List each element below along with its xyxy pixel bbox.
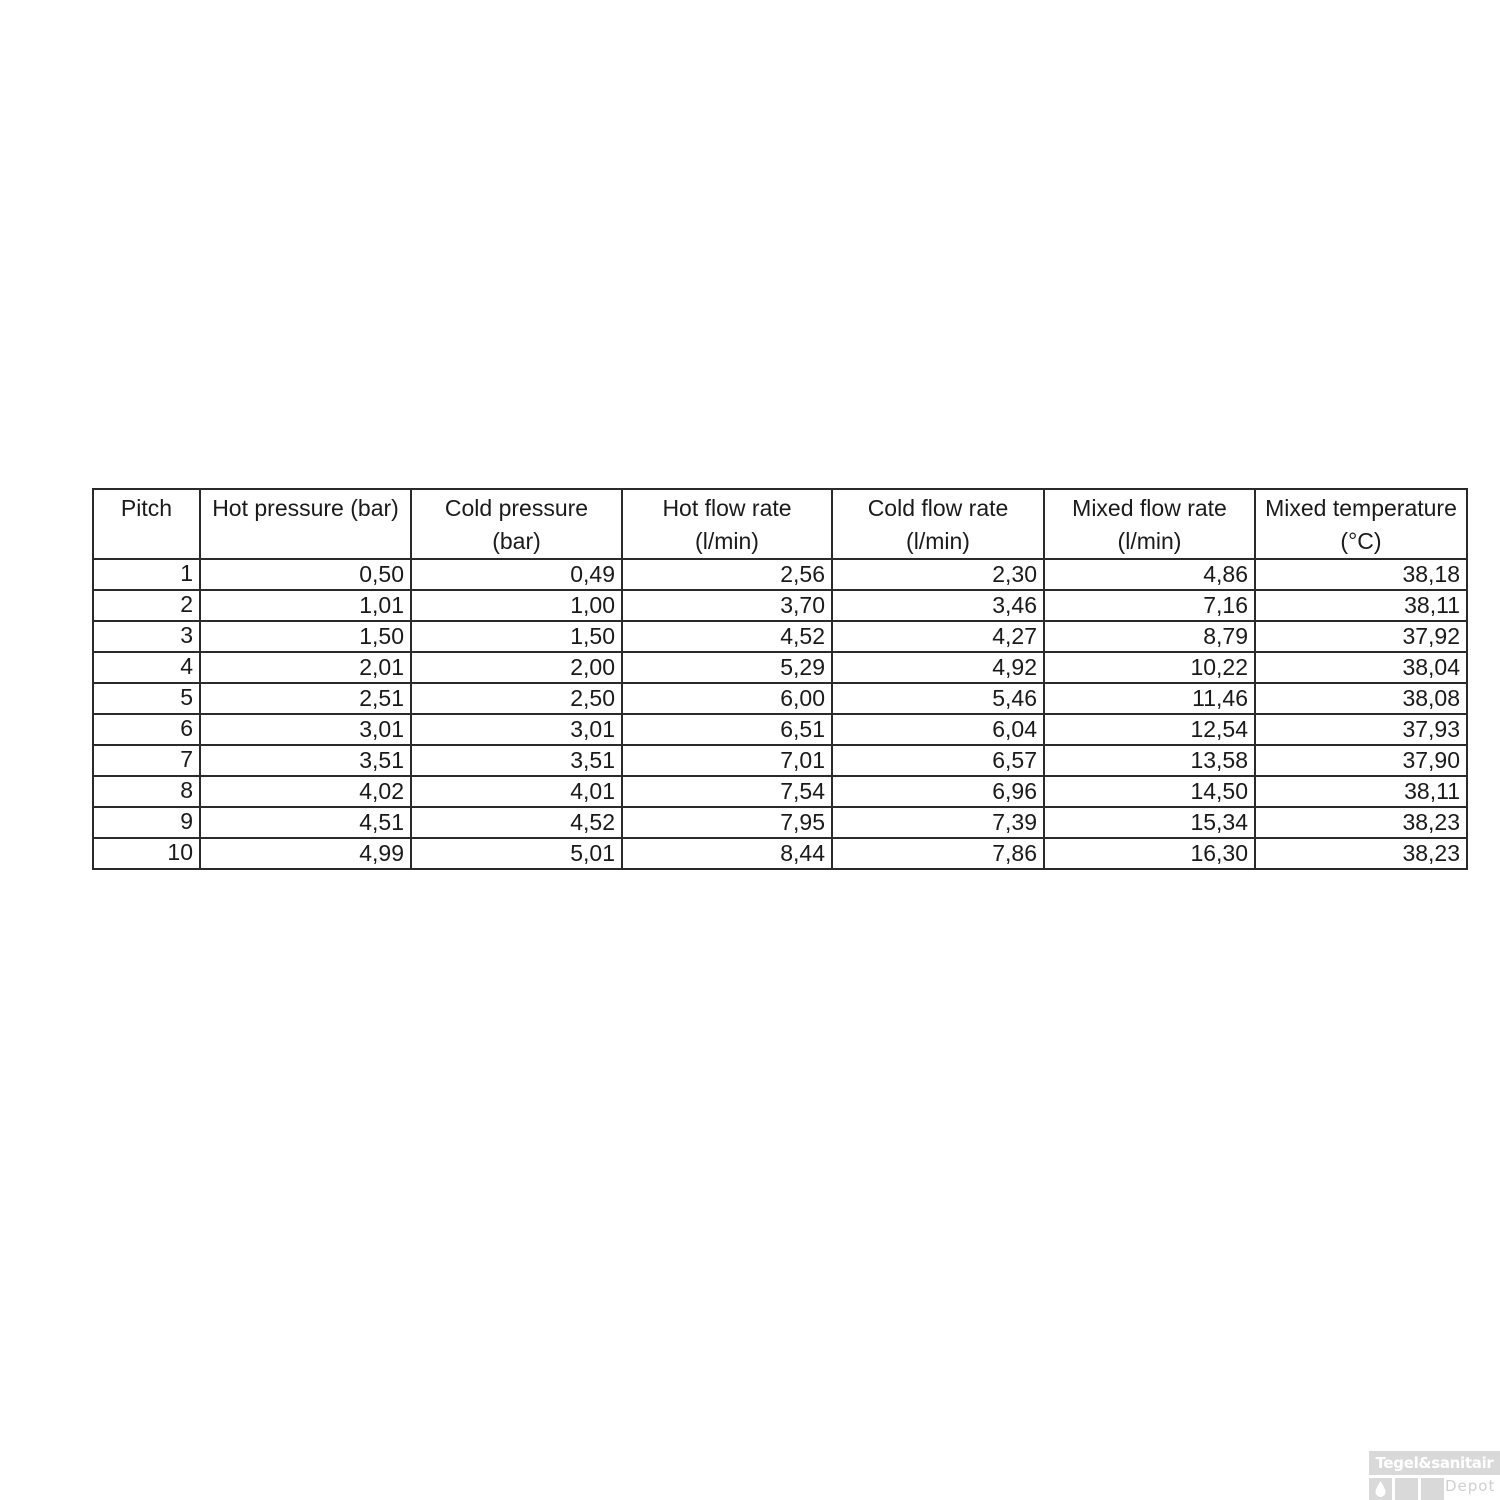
- test-results-table: [92, 488, 1468, 870]
- cell-cold-pressure: 0,49: [411, 559, 622, 590]
- table-row: [93, 745, 1467, 776]
- cell-hot-flow-rate: 6,51: [622, 714, 832, 745]
- cell-mixed-temperature: 37,92: [1255, 621, 1467, 652]
- cell-mixed-temperature: 38,23: [1255, 807, 1467, 838]
- cell-pitch: 1: [93, 559, 200, 590]
- cell-mixed-flow-rate: 7,16: [1044, 590, 1255, 621]
- cell-cold-flow-rate: 6,04: [832, 714, 1044, 745]
- watermark-brand: Tegel&sanitair: [1369, 1451, 1500, 1475]
- cell-pitch: 6: [93, 714, 200, 745]
- water-drop-icon: [1369, 1478, 1392, 1500]
- cell-mixed-temperature: 38,08: [1255, 683, 1467, 714]
- cell-pitch: 5: [93, 683, 200, 714]
- table-row: [93, 838, 1467, 869]
- watermark-tile: [1421, 1478, 1444, 1500]
- table-row: [93, 776, 1467, 807]
- header-hot-pressure: Hot pressure (bar): [200, 489, 411, 559]
- cell-pitch: 7: [93, 745, 200, 776]
- cell-cold-flow-rate: 7,86: [832, 838, 1044, 869]
- cell-cold-pressure: 3,51: [411, 745, 622, 776]
- cell-mixed-flow-rate: 15,34: [1044, 807, 1255, 838]
- cell-mixed-temperature: 38,11: [1255, 776, 1467, 807]
- table-body: [93, 559, 1467, 869]
- header-pitch: Pitch: [93, 489, 200, 559]
- header-mixed-temperature: Mixed temperature (°C): [1255, 489, 1467, 559]
- cell-cold-flow-rate: 4,92: [832, 652, 1044, 683]
- cell-hot-pressure: 4,51: [200, 807, 411, 838]
- cell-cold-pressure: 2,00: [411, 652, 622, 683]
- cell-cold-pressure: 5,01: [411, 838, 622, 869]
- cell-hot-flow-rate: 4,52: [622, 621, 832, 652]
- table-row: [93, 652, 1467, 683]
- table-row: [93, 621, 1467, 652]
- table-row: [93, 807, 1467, 838]
- cell-cold-flow-rate: 6,57: [832, 745, 1044, 776]
- cell-cold-flow-rate: 5,46: [832, 683, 1044, 714]
- cell-pitch: 9: [93, 807, 200, 838]
- table-row: [93, 683, 1467, 714]
- cell-hot-flow-rate: 7,95: [622, 807, 832, 838]
- table-row: [93, 590, 1467, 621]
- cell-hot-pressure: 4,99: [200, 838, 411, 869]
- cell-cold-pressure: 4,52: [411, 807, 622, 838]
- cell-mixed-flow-rate: 14,50: [1044, 776, 1255, 807]
- cell-mixed-temperature: 37,90: [1255, 745, 1467, 776]
- watermark-logo: [1369, 1451, 1500, 1500]
- cell-hot-flow-rate: 7,54: [622, 776, 832, 807]
- cell-mixed-temperature: 38,18: [1255, 559, 1467, 590]
- header-hot-flow-rate: Hot flow rate (l/min): [622, 489, 832, 559]
- cell-mixed-temperature: 38,11: [1255, 590, 1467, 621]
- cell-cold-flow-rate: 2,30: [832, 559, 1044, 590]
- header-row: [93, 489, 1467, 559]
- cell-pitch: 3: [93, 621, 200, 652]
- cell-mixed-flow-rate: 10,22: [1044, 652, 1255, 683]
- cell-cold-pressure: 1,00: [411, 590, 622, 621]
- cell-cold-flow-rate: 3,46: [832, 590, 1044, 621]
- cell-hot-flow-rate: 8,44: [622, 838, 832, 869]
- cell-mixed-flow-rate: 12,54: [1044, 714, 1255, 745]
- cell-hot-pressure: 2,51: [200, 683, 411, 714]
- header-cold-pressure: Cold pressure (bar): [411, 489, 622, 559]
- cell-mixed-flow-rate: 11,46: [1044, 683, 1255, 714]
- header-mixed-flow-rate: Mixed flow rate (l/min): [1044, 489, 1255, 559]
- cell-hot-flow-rate: 6,00: [622, 683, 832, 714]
- header-cold-flow-rate: Cold flow rate (l/min): [832, 489, 1044, 559]
- table-row: [93, 559, 1467, 590]
- cell-mixed-flow-rate: 13,58: [1044, 745, 1255, 776]
- cell-hot-pressure: 3,01: [200, 714, 411, 745]
- cell-hot-flow-rate: 2,56: [622, 559, 832, 590]
- cell-hot-pressure: 1,50: [200, 621, 411, 652]
- cell-pitch: 4: [93, 652, 200, 683]
- cell-hot-flow-rate: 3,70: [622, 590, 832, 621]
- cell-cold-flow-rate: 4,27: [832, 621, 1044, 652]
- watermark-tile: [1395, 1478, 1418, 1500]
- cell-hot-flow-rate: 7,01: [622, 745, 832, 776]
- cell-pitch: 2: [93, 590, 200, 621]
- cell-mixed-flow-rate: 16,30: [1044, 838, 1255, 869]
- cell-cold-pressure: 3,01: [411, 714, 622, 745]
- cell-mixed-flow-rate: 4,86: [1044, 559, 1255, 590]
- cell-cold-pressure: 4,01: [411, 776, 622, 807]
- cell-pitch: 8: [93, 776, 200, 807]
- cell-hot-pressure: 2,01: [200, 652, 411, 683]
- cell-pitch: 10: [93, 838, 200, 869]
- table-row: [93, 714, 1467, 745]
- cell-mixed-temperature: 38,04: [1255, 652, 1467, 683]
- cell-hot-pressure: 4,02: [200, 776, 411, 807]
- cell-mixed-flow-rate: 8,79: [1044, 621, 1255, 652]
- cell-cold-flow-rate: 7,39: [832, 807, 1044, 838]
- cell-hot-pressure: 1,01: [200, 590, 411, 621]
- cell-hot-pressure: 0,50: [200, 559, 411, 590]
- cell-cold-flow-rate: 6,96: [832, 776, 1044, 807]
- cell-mixed-temperature: 38,23: [1255, 838, 1467, 869]
- watermark-sub: Depot: [1445, 1477, 1496, 1495]
- cell-hot-flow-rate: 5,29: [622, 652, 832, 683]
- cell-mixed-temperature: 37,93: [1255, 714, 1467, 745]
- cell-hot-pressure: 3,51: [200, 745, 411, 776]
- cell-cold-pressure: 1,50: [411, 621, 622, 652]
- cell-cold-pressure: 2,50: [411, 683, 622, 714]
